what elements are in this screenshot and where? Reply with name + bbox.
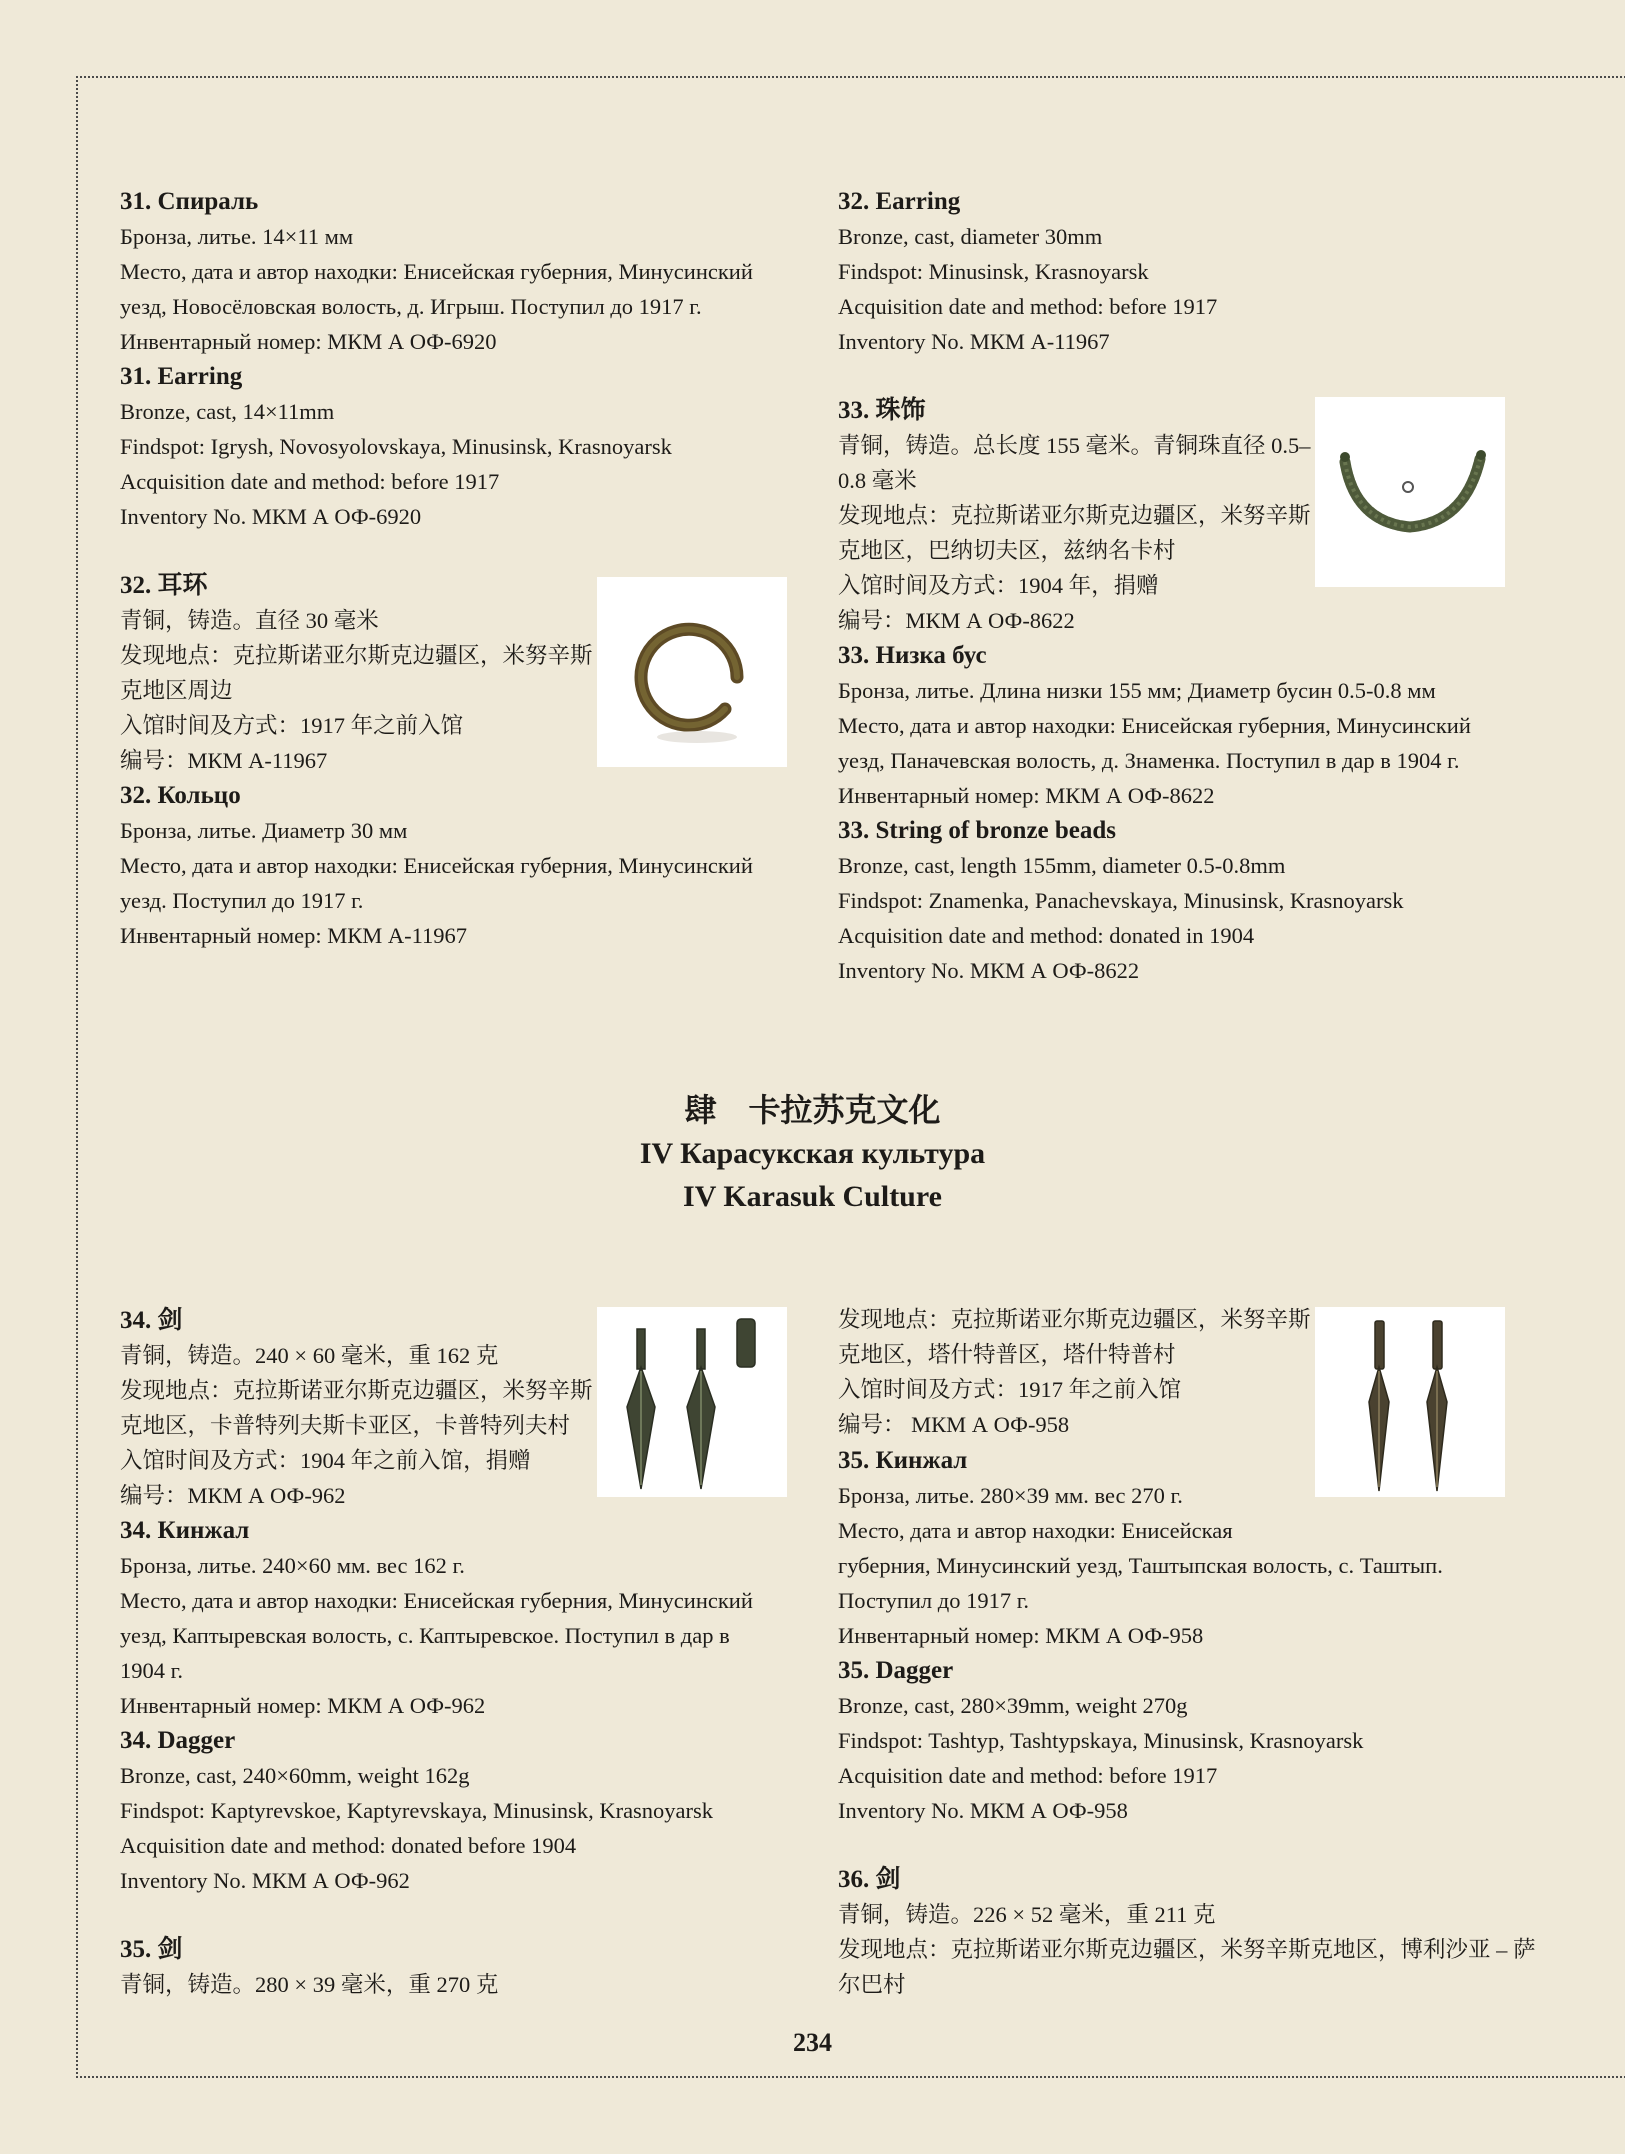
- entry-line: Место, дата и автор находки: Енисейская губерния, Минусинский: [120, 259, 753, 284]
- entry-line: Bronze, cast, 280×39mm, weight 270g: [838, 1693, 1188, 1718]
- page-number: 234: [793, 2028, 832, 2057]
- entry-title: 35. Кинжал: [838, 1447, 968, 1474]
- entry-line: Findspot: Znamenka, Panachevskaya, Minusinsk, Krasnoyarsk: [838, 888, 1404, 913]
- entry-line: Место, дата и автор находки: Енисейская губерния, Минусинский: [120, 1588, 753, 1613]
- entry-line: Инвентарный номер: МКМ А-11967: [120, 923, 467, 948]
- section-title-en: IV Karasuk Culture: [683, 1180, 942, 1213]
- entry-line: 克地区，巴纳切夫区，兹纳名卡村: [838, 538, 1176, 563]
- entry-35-en: [838, 1653, 1506, 1828]
- entry-line: 编号： МКМ А ОФ-958: [838, 1412, 1070, 1437]
- dagger-pair-icon: [1315, 1307, 1505, 1497]
- entry-line: Инвентарный номер: МКМ А ОФ-958: [838, 1623, 1204, 1648]
- entry-line: Бронза, литье. Диаметр 30 мм: [120, 818, 408, 843]
- section-heading: [0, 1088, 1625, 1218]
- entry-line: 尔巴村: [838, 1972, 906, 1997]
- entry-line: Поступил до 1917 г.: [838, 1588, 1030, 1613]
- dagger-35-photo: [1315, 1307, 1505, 1497]
- entry-line: Findspot: Tashtyp, Tashtypskaya, Minusinsk, Krasnoyarsk: [838, 1728, 1364, 1753]
- entry-title: 34. 剑: [120, 1307, 183, 1334]
- entry-line: Место, дата и автор находки: Енисейская губерния, Минусинский: [120, 853, 753, 878]
- beads-photo: [1315, 397, 1505, 587]
- entry-line: 发现地点：克拉斯诺亚尔斯克边疆区，米努辛斯: [838, 1307, 1311, 1332]
- entry-line: 入馆时间及方式：1904 年之前入馆，捐赠: [120, 1448, 531, 1473]
- entry-title: 33. 珠饰: [838, 397, 926, 424]
- entry-line: 青铜，铸造。226 × 52 毫米，重 211 克: [838, 1902, 1216, 1927]
- entry-35-zh: [120, 1932, 788, 2002]
- dagger-pair-icon: [597, 1307, 787, 1497]
- entry-line: Инвентарный номер: МКМ А ОФ-8622: [838, 783, 1215, 808]
- entry-line: Инвентарный номер: МКМ А ОФ-962: [120, 1693, 486, 1718]
- entry-line: губерния, Минусинский уезд, Таштыпская волость, с. Таштып.: [838, 1553, 1443, 1578]
- entry-title: 34. Кинжал: [120, 1517, 250, 1544]
- entry-line: Bronze, cast, 14×11mm: [120, 399, 335, 424]
- entry-line: Bronze, cast, length 155mm, diameter 0.5-0.8mm: [838, 853, 1286, 878]
- section-title-zh: 肆 卡拉苏克文化: [684, 1092, 941, 1128]
- bronze-ring-icon: [597, 577, 787, 767]
- entry-31-ru: [120, 184, 788, 359]
- entry-32-en: [838, 184, 1506, 359]
- ring-photo: [597, 577, 787, 767]
- entry-line: 克地区，塔什特普区，塔什特普村: [838, 1342, 1176, 1367]
- entry-title: 31. Спираль: [120, 188, 259, 215]
- bead-string-icon: [1315, 397, 1505, 587]
- entry-line: Inventory No. МКМ А ОФ-6920: [120, 504, 422, 529]
- entry-line: уезд, Каптыревская волость, с. Каптыревское. Поступил в дар в: [120, 1623, 730, 1648]
- entry-line: Findspot: Igrysh, Novosyolovskaya, Minusinsk, Krasnoyarsk: [120, 434, 672, 459]
- entry-line: Inventory No. МКМ А ОФ-958: [838, 1798, 1128, 1823]
- entry-title: 34. Dagger: [120, 1727, 236, 1754]
- entry-line: 编号：МКМ А ОФ-962: [120, 1483, 346, 1508]
- entry-title: 31. Earring: [120, 363, 243, 390]
- section-title-ru: IV Карасукская культура: [639, 1137, 986, 1170]
- entry-line: 青铜，铸造。总长度 155 毫米。青铜珠直径 0.5–: [838, 433, 1311, 458]
- entry-line: Inventory No. МКМ А ОФ-962: [120, 1868, 410, 1893]
- entry-title: 32. 耳环: [120, 572, 208, 599]
- entry-line: 入馆时间及方式：1917 年之前入馆: [838, 1377, 1182, 1402]
- entry-line: Findspot: Kaptyrevskoe, Kaptyrevskaya, Minusinsk, Krasnoyarsk: [120, 1798, 714, 1823]
- entry-line: Acquisition date and method: before 1917: [120, 469, 500, 494]
- entry-line: уезд, Новосёловская волость, д. Игрыш. Поступил до 1917 г.: [120, 294, 702, 319]
- entry-line: 发现地点：克拉斯诺亚尔斯克边疆区，米努辛斯: [120, 643, 593, 668]
- entry-line: 青铜，铸造。280 × 39 毫米，重 270 克: [120, 1972, 499, 1997]
- entry-title: 32. Кольцо: [120, 782, 241, 809]
- entry-line: Acquisition date and method: before 1917: [838, 1763, 1218, 1788]
- entry-title: 35. Dagger: [838, 1657, 954, 1684]
- entry-31-en: [120, 359, 788, 534]
- entry-line: 发现地点：克拉斯诺亚尔斯克边疆区，米努辛斯: [838, 503, 1311, 528]
- entry-line: 克地区，卡普特列夫斯卡亚区，卡普特列夫村: [120, 1413, 571, 1438]
- entry-line: Inventory No. МКМ А-11967: [838, 329, 1110, 354]
- entry-line: 青铜，铸造。直径 30 毫米: [120, 608, 379, 633]
- entry-line: 0.8 毫米: [838, 468, 917, 493]
- entry-line: Acquisition date and method: before 1917: [838, 294, 1218, 319]
- dagger-34-photo: [597, 1307, 787, 1497]
- entry-line: 编号：МКМ А-11967: [120, 748, 328, 773]
- entry-line: Findspot: Minusinsk, Krasnoyarsk: [838, 259, 1149, 284]
- entry-line: Инвентарный номер: МКМ А ОФ-6920: [120, 329, 497, 354]
- entry-title: 36. 剑: [838, 1866, 901, 1893]
- entry-line: Bronze, cast, 240×60mm, weight 162g: [120, 1763, 470, 1788]
- entry-33-en: [838, 813, 1506, 988]
- entry-title: 32. Earring: [838, 188, 961, 215]
- entry-line: 克地区周边: [120, 678, 233, 703]
- entry-line: Acquisition date and method: donated in 1904: [838, 923, 1255, 948]
- entry-line: Бронза, литье. 14×11 мм: [120, 224, 354, 249]
- entry-line: 发现地点：克拉斯诺亚尔斯克边疆区，米努辛斯: [120, 1378, 593, 1403]
- entry-32-ru: [120, 778, 788, 953]
- entry-line: уезд, Паначевская волость, д. Знаменка. Поступил в дар в 1904 г.: [838, 748, 1460, 773]
- entry-title: 33. String of bronze beads: [838, 817, 1117, 844]
- entry-36-zh: [838, 1862, 1536, 2002]
- entry-line: Место, дата и автор находки: Енисейская губерния, Минусинский: [838, 713, 1471, 738]
- entry-line: Бронза, литье. 240×60 мм. вес 162 г.: [120, 1553, 465, 1578]
- entry-line: уезд. Поступил до 1917 г.: [120, 888, 364, 913]
- entry-line: Acquisition date and method: donated before 1904: [120, 1833, 577, 1858]
- entry-line: Bronze, cast, diameter 30mm: [838, 224, 1103, 249]
- entry-line: Бронза, литье. Длина низки 155 мм; Диаметр бусин 0.5-0.8 мм: [838, 678, 1436, 703]
- entry-line: 发现地点：克拉斯诺亚尔斯克边疆区，米努辛斯克地区，博利沙亚 – 萨: [838, 1937, 1536, 1962]
- entry-34-en: [120, 1723, 788, 1898]
- entry-line: Бронза, литье. 280×39 мм. вес 270 г.: [838, 1483, 1183, 1508]
- entry-line: 编号：МКМ А ОФ-8622: [838, 608, 1075, 633]
- entry-line: Inventory No. МКМ А ОФ-8622: [838, 958, 1140, 983]
- entry-title: 33. Низка бус: [838, 642, 987, 669]
- entry-line: 入馆时间及方式：1904 年，捐赠: [838, 573, 1159, 598]
- entry-line: 1904 г.: [120, 1658, 183, 1683]
- entry-33-ru: [838, 638, 1506, 813]
- entry-line: 入馆时间及方式：1917 年之前入馆: [120, 713, 464, 738]
- entry-title: 35. 剑: [120, 1936, 183, 1963]
- entry-line: Место, дата и автор находки: Енисейская: [838, 1518, 1233, 1543]
- entry-34-ru: [120, 1513, 788, 1723]
- entry-line: 青铜，铸造。240 × 60 毫米，重 162 克: [120, 1343, 499, 1368]
